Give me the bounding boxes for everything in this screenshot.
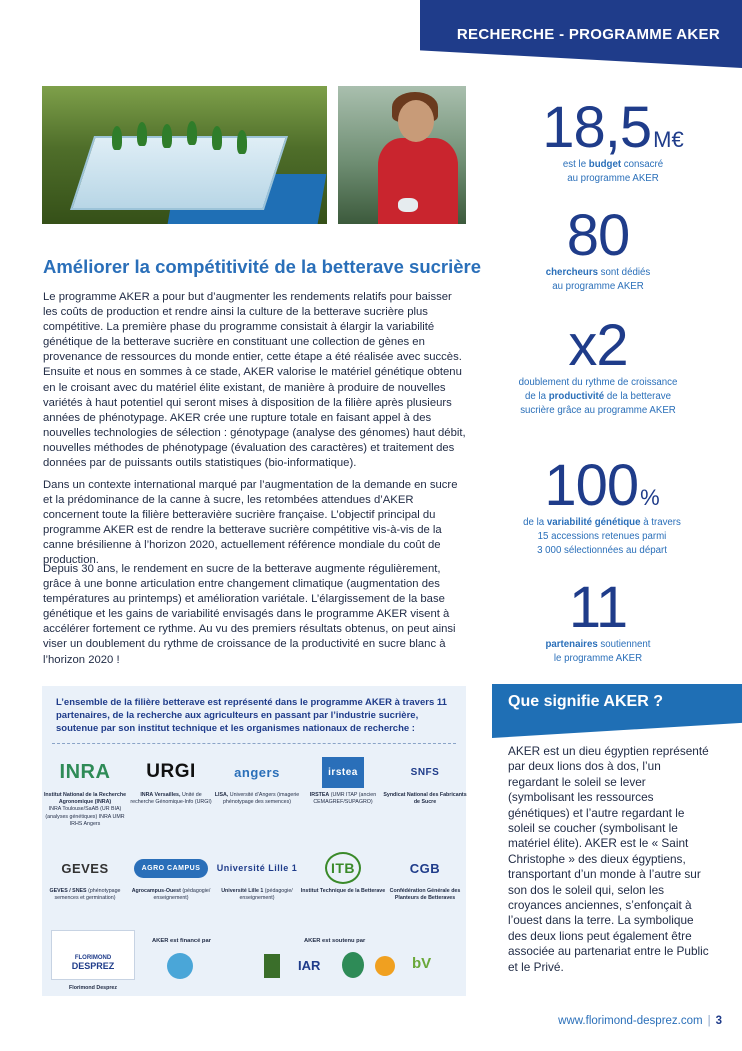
plant-shape (162, 124, 172, 148)
article-paragraph: Le programme AKER a pour but d’augmenter les rendements relatifs pour baisser les coûts de production et rendre ainsi la culture de la betterave sucrière plus compétitive. La première phase du programme consistait à élargir la variabilité génétique de la betterave sucrière en constituant une collection de gènes en provenance de ressources du monde entier, cette étape a été réalisée avec succès. Ensuite et nous en sommes à ce stade, AKER valorise le matériel génétique obtenu en le croisant avec du matériel élite existant, de manière à produire de nouvelles variétés à haut potentiel qui seront mises à disposition de la filière après plusieurs années de phénotypage. AKER crée une rupture totale en faisant appel à des nouvelles technologies de sélection : génotypage (analyse des génomes) haut débit, nouvelles méthodes de phénotypage (évaluation des caractères) et traitement des données par de puissants outils statistiques (bio-informatique). (43, 291, 466, 470)
partner-florimond: FLORIMOND DESPREZ Florimond Desprez (48, 930, 138, 992)
irstea-logo: irstea (300, 752, 386, 792)
partner-lisa: angers LISA, Université d’Angers (imagerie phénotypage des semences) (214, 752, 300, 806)
partner-geves: GEVES GEVES / SNES (phénotypage semences et germination) (42, 848, 128, 902)
snfs-logo: SNFS (410, 766, 440, 778)
geves-logo: GEVES (61, 860, 109, 876)
stat-caption: au programme AKER (552, 281, 644, 292)
tray-shape (70, 136, 288, 210)
plant-shape (212, 126, 222, 150)
stat-number: 18,5 (542, 95, 652, 160)
stat-number: 11 (568, 575, 628, 640)
lille1-logo: Université Lille 1 (216, 863, 298, 873)
page-number: 3 (715, 1015, 722, 1027)
stat-caption: de la productivité de la betterave (525, 391, 671, 402)
partner-urgi: URGI INRA Versailles, Unité de recherche Génomique-Info (URGI) (128, 752, 214, 806)
aker-title: Que signifie AKER ? (508, 693, 663, 710)
plant-shape (112, 126, 122, 150)
stat-caption: chercheurs sont dédiés (545, 267, 651, 278)
agrocampus-logo: AGRO CAMPUS (128, 848, 214, 888)
bv-logo: bV (412, 955, 432, 972)
stat-caption: sucrière grâce au programme AKER (520, 405, 676, 416)
stat-number: 100 (544, 453, 639, 518)
stat-caption: au programme AKER (567, 173, 659, 184)
stat-variability (471, 453, 733, 558)
partners-panel (42, 686, 466, 996)
stat-caption: 15 accessions retenues parmi (537, 531, 667, 542)
partner-snfs: SNFS Syndicat National des Fabricants de Sucre (382, 752, 468, 806)
stat-caption: partenaires soutiennent (545, 639, 651, 650)
stat-partners (467, 575, 729, 666)
cgb-logo: CGB (409, 860, 441, 876)
partner-lille1: Université Lille 1 Université Lille 1 (pédagogie/ enseignement) (214, 848, 300, 902)
florimond-logo: FLORIMOND DESPREZ (51, 930, 135, 980)
person-head-shape (398, 100, 434, 142)
section-title: RECHERCHE - PROGRAMME AKER (456, 26, 720, 43)
footer (558, 1015, 722, 1027)
stat-unit: % (640, 485, 660, 510)
stat-unit: M€ (653, 127, 684, 152)
stat-caption: de la variabilité génétique à travers (523, 517, 681, 528)
partner-cgb: CGB Confédération Générale des Planteurs de Betteraves (382, 848, 468, 902)
article-paragraph: Dans un contexte international marqué par l’augmentation de la demande en sucre et la prédominance de la canne à sucre, les retombées attendues d’AKER concernent toute la filière betteravière sucrière française. L’objectif principal du programme AKER est de rendre la betterave sucrière compétitive vis-à-vis de la canne brésilienne à l’horizon 2020, actuellement référence mondiale du coût de production. (43, 479, 458, 567)
inra-logo: INRA (59, 760, 111, 783)
footer-separator: | (707, 1015, 711, 1027)
stat-productivity (467, 313, 729, 418)
iar-logo: IAR (298, 958, 321, 973)
urgi-logo: URGI (146, 761, 196, 782)
partners-intro: L’ensemble de la filière betterave est représenté dans le programme AKER à travers 11 partenaires, de la recherche aux agriculteurs en passant par l’industrie sucrière, soutenue par son institut technique et les organismes nationaux de recherche : (56, 697, 447, 734)
financed-by-title: AKER est financé par (152, 938, 211, 944)
partner-irstea: irstea IRSTEA (UMR ITAP (ancien CEMAGREF/SUPAGRO) (300, 752, 386, 806)
stat-number: x2 (568, 313, 628, 378)
supporter-logo (264, 954, 280, 978)
plant-shape (237, 130, 247, 154)
supporter-logo (375, 956, 395, 976)
plant-shape (137, 122, 147, 146)
financer-logo (167, 953, 193, 979)
stat-budget (482, 95, 742, 186)
stat-researchers (467, 203, 729, 294)
aker-text: AKER est un dieu égyptien représenté par deux lions dos à dos, l’un regardant le soleil se lever (symbolisant les ressources génétiques) et l’autre regardant le soleil se coucher (symbolisant le matériel élite). AKER est le « Saint Christophe » des dieux égyptiens, transportant d’un monde à l’autre sur son dos le soleil qui, selon les croyances anciennes, s’enfonçait à l’ouest dans la terre. La symbolique des deux lions peut également être associée au partenariat entre le Public et le Privé. (508, 744, 709, 974)
supporter-logo (342, 952, 364, 978)
angers-logo: angers (234, 764, 280, 780)
stat-caption: le programme AKER (553, 653, 643, 664)
article-paragraph: Depuis 30 ans, le rendement en sucre de la betterave augmente régulièrement, grâce à une bonne articulation entre changement climatique (augmentation des températures au printemps) et amélioration variétale. L’élargissement de la base génétique et les gains de variabilité envisagés dans le programme AKER visent à accélérer fortement ce rythme. Au vu des premiers résultats obtenus, on peut ainsi viser un doublement du rythme de croissance de la productivité en sucre blanc à l’horizon 2020 ! (43, 563, 456, 666)
stat-caption: 3 000 sélectionnées au départ (537, 545, 667, 556)
person-body-shape (378, 138, 458, 224)
itb-logo: ITB (300, 848, 386, 888)
plant-shape (187, 121, 197, 145)
gloved-hand-shape (398, 198, 418, 212)
article-heading: Améliorer la compétitivité de la betterave sucrière (43, 256, 482, 277)
stat-caption: doublement du rythme de croissance (518, 377, 678, 388)
partner-inra: INRA Institut National de la Recherche Agronomique (INRA) INRA Toulouse/SaAB (UR BIA) (analyses génétiques) INRA UMR IRHS Angers (42, 752, 128, 828)
divider (52, 743, 456, 744)
researcher-photo (338, 86, 466, 224)
partner-itb: ITB Institut Technique de la Betterave (300, 848, 386, 895)
partner-agrocampus: AGRO CAMPUS Agrocampus-Ouest (pédagogie/ enseignement) (128, 848, 214, 902)
footer-url[interactable]: www.florimond-desprez.com (558, 1015, 703, 1027)
stat-caption: est le budget consacré (562, 159, 664, 170)
supported-by-title: AKER est soutenu par (304, 938, 366, 944)
lab-plants-photo (42, 86, 327, 224)
stat-number: 80 (566, 203, 630, 268)
